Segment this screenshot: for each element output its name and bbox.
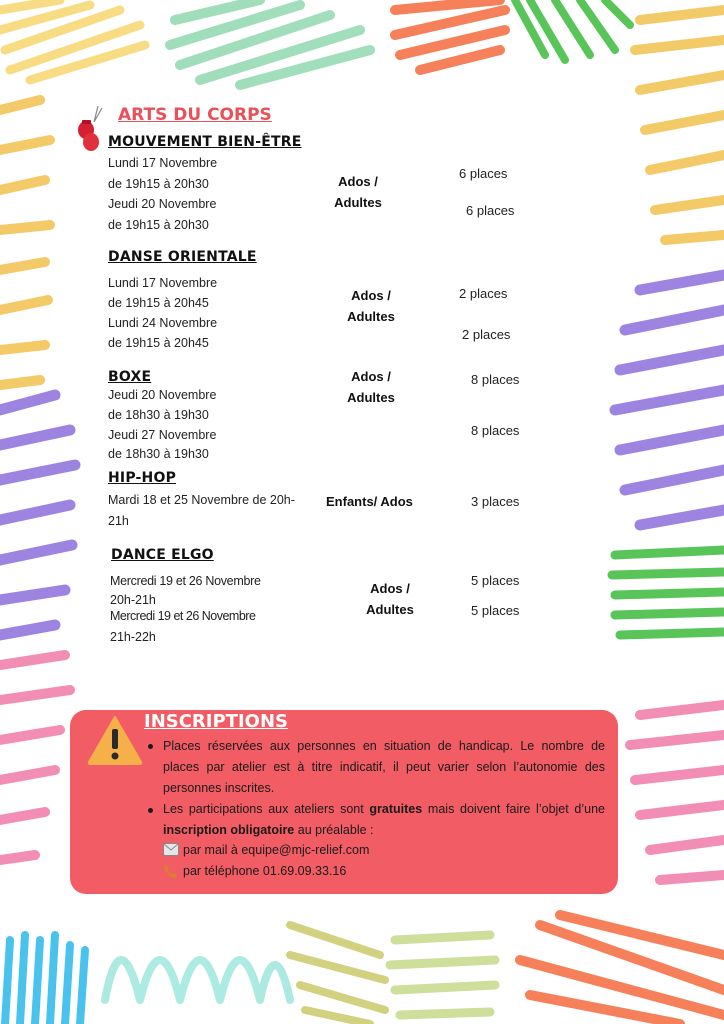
- schedule-line: Jeudi 20 Novembre: [108, 388, 217, 402]
- schedule-line: Jeudi 27 Novembre: [108, 428, 217, 442]
- page-heading: ARTS DU CORPS: [118, 105, 272, 125]
- places-count: 5 places: [471, 603, 520, 618]
- audience-line: Enfants/ Ados: [326, 494, 413, 509]
- boxing-gloves-icon: [74, 104, 108, 154]
- scribble-bottom-blue: [5, 935, 85, 1024]
- audience-line: Ados /: [338, 174, 378, 189]
- places-count: 5 places: [471, 573, 520, 588]
- scribble-right-purple: [615, 275, 724, 525]
- scribble-right-pink: [630, 705, 724, 880]
- bullet-1-line: places par atelier est à titre indicatif, il peut varier selon l’autonomie des: [163, 760, 605, 774]
- scribble-top-orange: [395, 0, 505, 70]
- schedule-line: 21h-22h: [110, 630, 156, 644]
- audience-line: Ados /: [351, 369, 391, 384]
- bullet-2-line-1: [163, 799, 605, 820]
- section-title-danse-orientale: DANSE ORIENTALE: [108, 249, 257, 265]
- schedule-line: Mercredi 19 et 26 Novembre: [110, 574, 261, 588]
- bullet-1-line: personnes inscrites.: [163, 781, 275, 795]
- inscriptions-title: INSCRIPTIONS: [144, 711, 288, 732]
- bullet-2-bold: gratuites: [369, 802, 423, 816]
- contact-phone[interactable]: par téléphone 01.69.09.33.16: [183, 864, 347, 878]
- scribble-left-purple: [0, 395, 75, 635]
- audience-line: Adultes: [334, 195, 382, 210]
- schedule-line: Mardi 18 et 25 Novembre de 20h-: [108, 493, 295, 507]
- schedule-line: de 19h15 à 20h30: [108, 177, 209, 191]
- bullet-dot: [148, 808, 153, 813]
- section-title-hip-hop: HIP-HOP: [108, 470, 177, 486]
- places-count: 8 places: [471, 423, 520, 438]
- schedule-line: de 18h30 à 19h30: [108, 447, 209, 461]
- schedule-line: Lundi 17 Novembre: [108, 156, 218, 170]
- scribble-right-green: [612, 550, 724, 635]
- scribble-bottom-orange: [520, 915, 724, 1024]
- audience-label: [333, 285, 409, 327]
- audience-line: Ados /: [351, 288, 391, 303]
- places-count: 8 places: [471, 372, 520, 387]
- bullet-2-bold: inscription obligatoire: [163, 823, 295, 837]
- schedule-line: de 19h15 à 20h45: [108, 336, 209, 350]
- contact-mail[interactable]: par mail à equipe@mjc-relief.com: [183, 843, 370, 857]
- section-title-boxe: BOXE: [108, 369, 152, 385]
- audience-line: Ados /: [370, 581, 410, 596]
- audience-label: [333, 366, 409, 408]
- places-count: 2 places: [459, 286, 508, 301]
- places-count: 6 places: [459, 166, 508, 181]
- audience-label: [320, 171, 396, 213]
- bullet-2-text: mais doivent faire l’objet d’une: [422, 802, 606, 816]
- scribble-bottom-lime: [390, 935, 495, 1015]
- scribble-bottom-aqua: [105, 960, 290, 1000]
- schedule-line: de 19h15 à 20h30: [108, 218, 209, 232]
- schedule-line: de 18h30 à 19h30: [108, 408, 209, 422]
- places-count: 6 places: [466, 203, 515, 218]
- scribble-left-yellow: [0, 100, 50, 385]
- inscriptions-bullet-1: [163, 736, 605, 799]
- section-title-mouvement: MOUVEMENT BIEN-ÊTRE: [108, 134, 302, 150]
- section-title-dance-elgo: DANCE ELGO: [111, 547, 214, 563]
- bullet-dot: [148, 744, 153, 749]
- scribble-top-bright-green: [515, 0, 630, 60]
- audience-label: [352, 578, 428, 620]
- bullet-2-line-2: [163, 820, 605, 841]
- schedule-line: Lundi 17 Novembre: [108, 276, 218, 290]
- inscriptions-bullet-2: [163, 799, 605, 841]
- scribble-top-yellow: [0, 0, 145, 80]
- warning-icon: [86, 714, 144, 766]
- telephone-icon: [163, 864, 178, 879]
- scribble-left-pink: [0, 655, 70, 860]
- places-count: 2 places: [462, 327, 511, 342]
- scribble-bottom-olive: [290, 925, 385, 1024]
- audience-line: Adultes: [366, 602, 414, 617]
- bullet-2-text: au préalable :: [294, 823, 374, 837]
- schedule-line: 20h-21h: [110, 593, 156, 607]
- schedule-line: Jeudi 20 Novembre: [108, 197, 217, 211]
- schedule-line: de 19h15 à 20h45: [108, 296, 209, 310]
- schedule-line: Mercredi 19 et 26 Novembre: [110, 609, 256, 623]
- schedule-line: Lundi 24 Novembre: [108, 316, 218, 330]
- scribble-right-yellow: [635, 10, 724, 240]
- bullet-1-line: Places réservées aux personnes en situation de handicap. Le nombre de: [163, 739, 605, 753]
- schedule-line: 21h: [108, 514, 129, 528]
- envelope-icon: [163, 843, 179, 856]
- audience-line: Adultes: [347, 309, 395, 324]
- bullet-2-text: Les participations aux ateliers sont: [163, 802, 370, 816]
- audience-line: Adultes: [347, 390, 395, 405]
- places-count: 3 places: [471, 494, 520, 509]
- audience-label: [326, 491, 426, 512]
- scribble-top-green: [170, 0, 370, 85]
